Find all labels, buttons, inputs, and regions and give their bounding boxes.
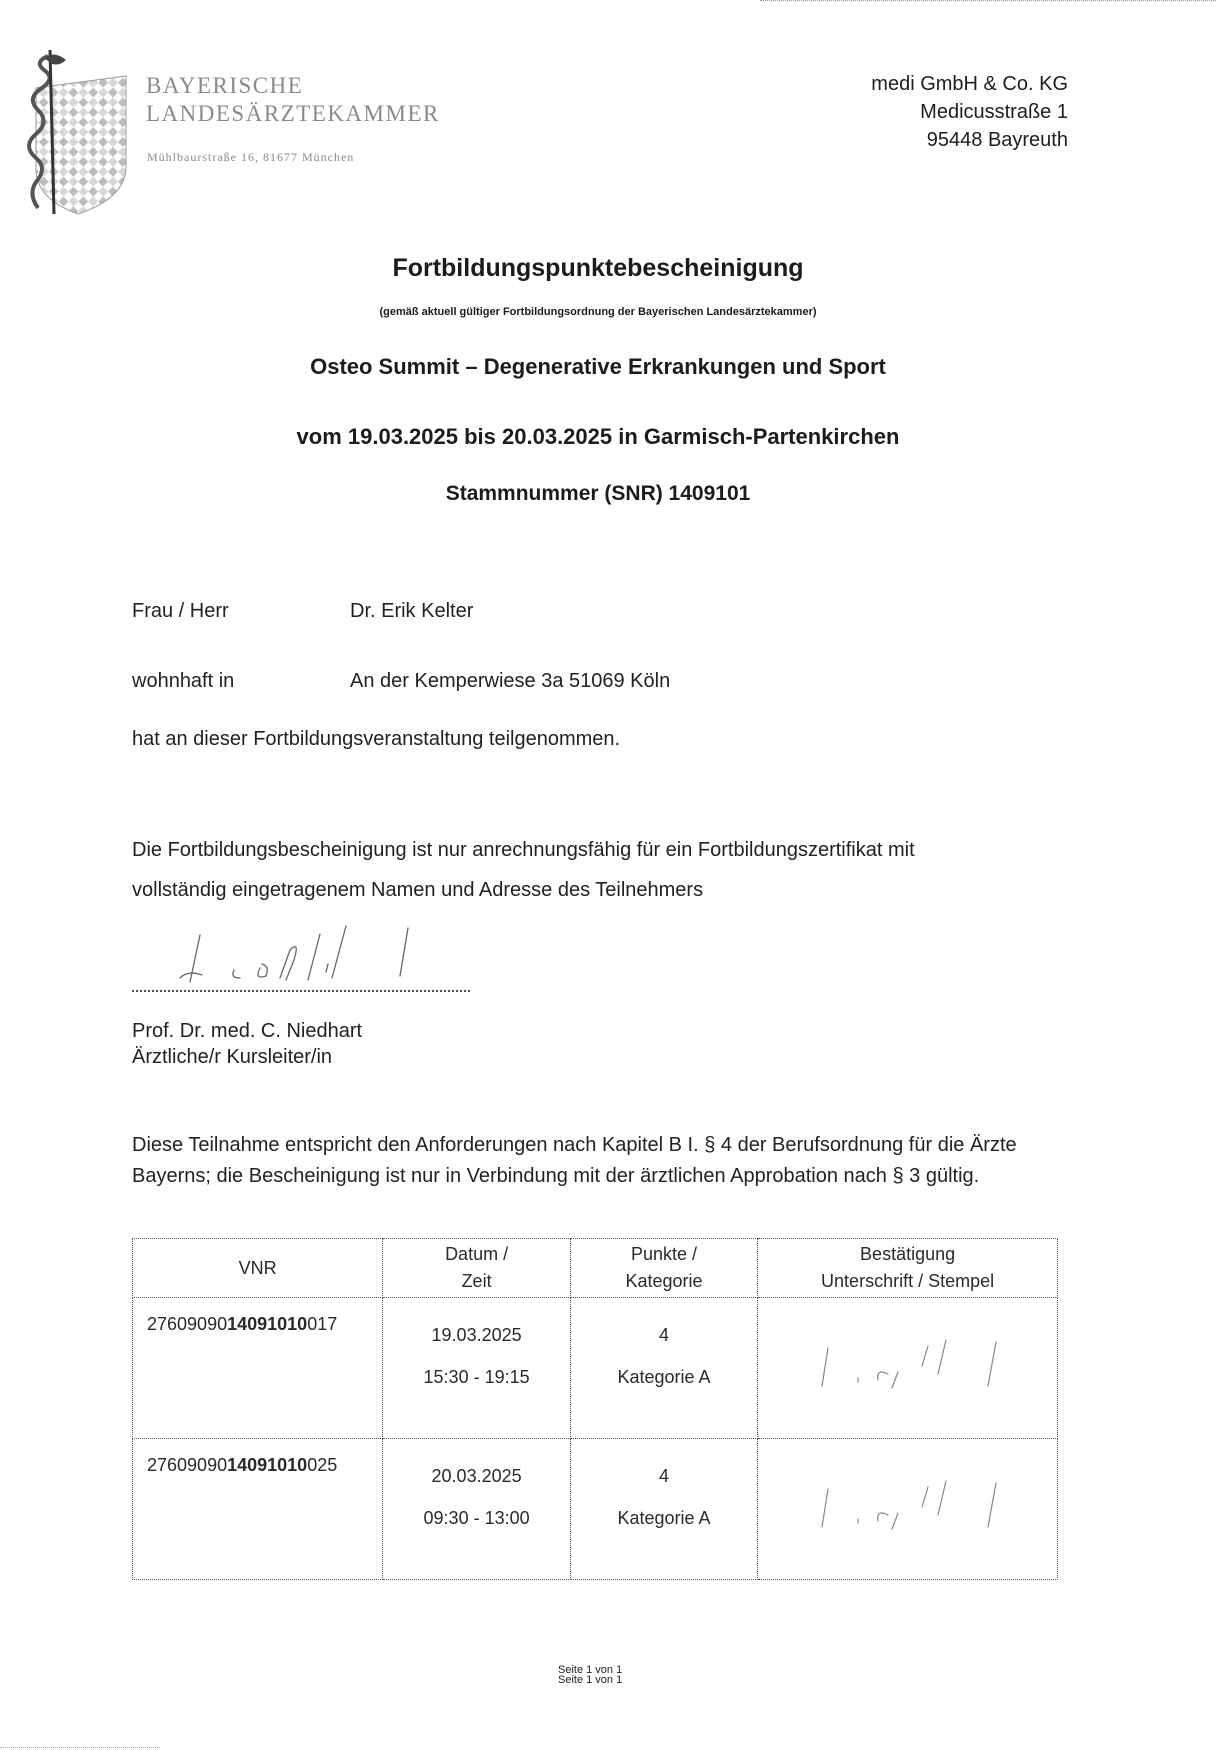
table-row [133, 1439, 1058, 1580]
scan-artifact-top [760, 0, 1216, 1]
salutation-label: Frau / Herr [132, 600, 229, 622]
row-time: 09:30 - 13:00 [423, 1508, 530, 1528]
page-footer [558, 1665, 622, 1685]
header-bestaetigung [758, 1239, 1058, 1298]
row-points: 4 [659, 1325, 670, 1345]
notice-line2: vollständig eingetragenem Namen und Adresse des Teilnehmers [132, 879, 704, 901]
page-number-line1: Seite 1 von 1 [558, 1664, 623, 1676]
date-cell [383, 1439, 571, 1580]
document-subtitle: (gemäß aktuell gültiger Fortbildungsordnung der Bayerischen Landesärztekammer) [379, 306, 817, 318]
vnr-bold: 14091010 [227, 1455, 308, 1475]
requirements-statement: Diese Teilnahme entspricht den Anforderungen nach Kapitel B I. § 4 der Berufsordnung für die Ärzte Bayerns; die Bescheinigung ist nur in Verbindung mit der ärztlichen Approbation nach § 3 gültig. [132, 1134, 1017, 1187]
event-dates: vom 19.03.2025 bis 20.03.2025 in Garmisch-Partenkirchen [296, 424, 900, 449]
vnr-cell [133, 1439, 383, 1580]
event-title: Osteo Summit – Degenerative Erkrankungen und Sport [310, 354, 886, 379]
vnr-cell [133, 1298, 383, 1439]
coat-of-arms-logo [14, 48, 132, 216]
chamber-address: Mühlbaurstraße 16, 81677 München [147, 150, 355, 164]
vnr-suffix: 025 [307, 1455, 338, 1475]
header-vnr-label: VNR [238, 1257, 277, 1278]
points-cell [570, 1298, 757, 1439]
header-punkte-line2: Kategorie [625, 1271, 703, 1291]
header-datum-line2: Zeit [461, 1271, 492, 1291]
header-punkte [570, 1239, 757, 1298]
row-date: 20.03.2025 [431, 1466, 522, 1486]
signatory-role: Ärztliche/r Kursleiter/in [132, 1046, 333, 1068]
chamber-name-line1: BAYERISCHE [146, 73, 304, 98]
vnr-suffix: 017 [307, 1314, 338, 1334]
company-address-block [871, 70, 1068, 154]
confirmation-signature [798, 1469, 1018, 1539]
scan-artifact-bottom [0, 1747, 160, 1748]
vnr-bold: 14091010 [227, 1314, 308, 1334]
points-cell [570, 1439, 757, 1580]
vnr-prefix: 27609090 [147, 1455, 228, 1475]
confirmation-cell [758, 1298, 1058, 1439]
signatory-block [132, 1018, 362, 1070]
header-datum-line1: Datum / [445, 1244, 509, 1264]
chamber-name [146, 72, 440, 128]
table-row [133, 1298, 1058, 1439]
header-datum [383, 1239, 571, 1298]
row-category: Kategorie A [617, 1508, 711, 1528]
signatory-name: Prof. Dr. med. C. Niedhart [132, 1020, 363, 1042]
date-cell [383, 1298, 571, 1439]
course-leader-signature [150, 920, 450, 1000]
chamber-name-line2: LANDESÄRZTEKAMMER [146, 101, 440, 126]
stammnummer: Stammnummer (SNR) 1409101 [445, 482, 751, 505]
participant-address: An der Kemperwiese 3a 51069 Köln [350, 670, 671, 692]
vnr-prefix: 27609090 [147, 1314, 228, 1334]
document-title: Fortbildungspunktebescheinigung [392, 254, 804, 282]
row-points: 4 [659, 1466, 670, 1486]
header-bestaetigung-line2: Unterschrift / Stempel [821, 1271, 995, 1291]
points-table [132, 1238, 1058, 1580]
residence-label: wohnhaft in [132, 670, 235, 692]
header-punkte-line1: Punkte / [630, 1244, 698, 1264]
page-number-line2: Seite 1 von 1 [558, 1674, 623, 1686]
company-street: Medicusstraße 1 [920, 101, 1068, 123]
row-date: 19.03.2025 [431, 1325, 522, 1345]
header-bestaetigung-line1: Bestätigung [860, 1244, 956, 1264]
notice-line1: Die Fortbildungsbescheinigung ist nur anrechnungsfähig für ein Fortbildungszertifikat mit [132, 839, 915, 861]
participant-name: Dr. Erik Kelter [350, 600, 474, 622]
table-header-row [133, 1239, 1058, 1298]
confirmation-cell [758, 1439, 1058, 1580]
signature-line [132, 990, 470, 992]
company-name: medi GmbH & Co. KG [871, 73, 1068, 95]
row-time: 15:30 - 19:15 [423, 1367, 530, 1387]
header-vnr [133, 1239, 383, 1298]
confirmation-signature [798, 1328, 1018, 1398]
attendance-statement: hat an dieser Fortbildungsveranstaltung teilgenommen. [132, 728, 621, 750]
company-city: 95448 Bayreuth [926, 129, 1068, 151]
row-category: Kategorie A [617, 1367, 711, 1387]
